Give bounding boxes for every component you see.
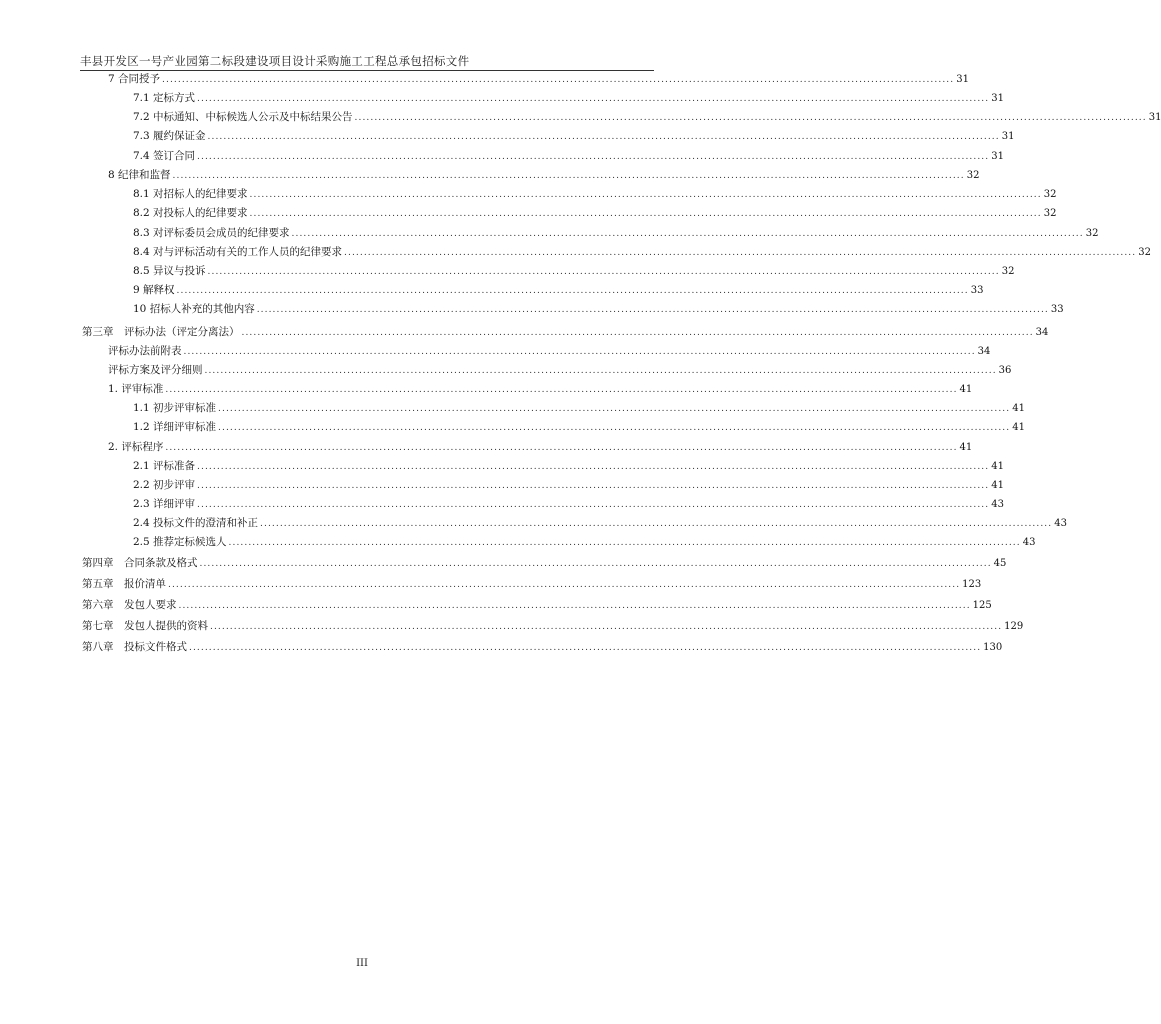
toc-entry-label: 8.3 对评标委员会成员的纪律要求: [133, 227, 290, 239]
toc-entry-label: 2.4 投标文件的澄清和补正: [133, 517, 259, 529]
page-number: III: [356, 958, 368, 969]
toc-entry-page: 32: [1043, 189, 1057, 200]
toc-entry-label: 8.5 异议与投诉: [133, 265, 206, 277]
toc-entry-label: 7.1 定标方式: [133, 92, 196, 104]
toc-leader-dots: ........................................................................................................................................................................................................: [204, 366, 997, 376]
toc-entry[interactable]: [133, 514, 1067, 533]
toc-entry-label: 2.1 评标准备: [133, 460, 196, 472]
toc-entry-page: 32: [1001, 266, 1015, 277]
toc-entry-page: 33: [1050, 304, 1064, 315]
toc-entry-label: 评标办法前附表: [108, 345, 182, 357]
toc-entry-page: 41: [959, 442, 973, 453]
header-title: 丰县开发区一号产业园第二标段建设项目设计采购施工工程总承包招标文件: [80, 54, 470, 68]
toc-entry[interactable]: [133, 89, 1004, 108]
toc-entry-page: 41: [991, 480, 1004, 491]
toc-leader-dots: ........................................................................................................................................................................................................: [207, 267, 1000, 277]
toc-entry[interactable]: [82, 323, 1049, 342]
toc-leader-dots: ........................................................................................................................................................................................................: [249, 190, 1042, 200]
document-header: [80, 52, 654, 71]
toc-entry-label: 评标方案及评分细则: [108, 364, 203, 376]
toc-entry-page: 43: [991, 499, 1004, 510]
toc-leader-dots: ........................................................................................................................................................................................................: [176, 286, 969, 296]
toc-entry-label: 8 纪律和监督: [108, 169, 171, 181]
toc-entry[interactable]: [133, 300, 1064, 319]
toc-entry-page: 36: [998, 365, 1012, 376]
toc-entry-label: 第八章 投标文件格式: [82, 641, 187, 653]
toc-entry-page: 41: [959, 384, 973, 395]
toc-entry-page: 32: [966, 170, 980, 181]
toc-leader-dots: ........................................................................................................................................................................................................: [218, 404, 1011, 414]
toc-entry-label: 2.2 初步评审: [133, 479, 196, 491]
toc-leader-dots: ........................................................................................................................................................................................................: [260, 519, 1053, 529]
toc-entry-label: 2.3 详细评审: [133, 498, 196, 510]
toc-entry[interactable]: [82, 638, 1003, 657]
toc-entry[interactable]: [133, 185, 1057, 204]
toc-leader-dots: ........................................................................................................................................................................................................: [207, 132, 1000, 142]
toc-entry[interactable]: [82, 617, 1024, 636]
toc-entry[interactable]: [133, 533, 1036, 552]
toc-entry[interactable]: [108, 380, 973, 399]
toc-entry[interactable]: [133, 243, 1151, 262]
toc-entry[interactable]: [133, 418, 1025, 437]
toc-leader-dots: ........................................................................................................................................................................................................: [197, 462, 990, 472]
toc-entry[interactable]: [108, 342, 991, 361]
toc-leader-dots: ........................................................................................................................................................................................................: [344, 248, 1137, 258]
toc-entry[interactable]: [133, 495, 1004, 514]
page-footer: [0, 958, 724, 969]
toc-entry[interactable]: [133, 476, 1004, 495]
toc-entry[interactable]: [82, 596, 992, 615]
toc-entry-label: 7.4 签订合同: [133, 150, 196, 162]
toc-entry[interactable]: [133, 224, 1099, 243]
toc-entry-label: 7 合同授予: [108, 73, 161, 85]
toc-entry-page: 130: [983, 642, 1003, 653]
toc-entry-label: 第六章 发包人要求: [82, 599, 177, 611]
toc-leader-dots: ........................................................................................................................................................................................................: [241, 328, 1034, 338]
toc-entry-page: 43: [1054, 518, 1067, 529]
toc-entry-page: 31: [1148, 112, 1161, 123]
toc-entry-label: 2. 评标程序: [108, 441, 164, 453]
toc-leader-dots: ........................................................................................................................................................................................................: [249, 209, 1042, 219]
toc-leader-dots: ........................................................................................................................................................................................................: [228, 538, 1021, 548]
toc-entry-page: 32: [1138, 247, 1151, 258]
toc-leader-dots: ........................................................................................................................................................................................................: [172, 171, 965, 181]
toc-entry-page: 31: [991, 151, 1004, 162]
toc-entry[interactable]: [108, 361, 1012, 380]
toc-leader-dots: ........................................................................................................................................................................................................: [189, 643, 982, 653]
toc-leader-dots: ........................................................................................................................................................................................................: [210, 622, 1003, 632]
toc-entry-label: 7.3 履约保证金: [133, 130, 206, 142]
toc-entry[interactable]: [133, 204, 1057, 223]
toc-entry-page: 41: [1012, 422, 1025, 433]
toc-entry-page: 34: [977, 346, 991, 357]
toc-entry-page: 31: [991, 93, 1004, 104]
toc-leader-dots: ........................................................................................................................................................................................................: [183, 347, 976, 357]
toc-entry-page: 32: [1043, 208, 1057, 219]
toc-entry-label: 第五章 报价清单: [82, 578, 166, 590]
toc-entry-label: 8.2 对投标人的纪律要求: [133, 207, 248, 219]
toc-entry-page: 45: [993, 558, 1007, 569]
toc-entry-page: 31: [956, 74, 969, 85]
toc-entry-page: 125: [972, 600, 992, 611]
toc-entry-page: 129: [1004, 621, 1024, 632]
toc-entry-label: 2.5 推荐定标候选人: [133, 536, 227, 548]
toc-entry-label: 9 解释权: [133, 284, 175, 296]
toc-entry-page: 33: [970, 285, 984, 296]
toc-leader-dots: ........................................................................................................................................................................................................: [178, 601, 971, 611]
toc-leader-dots: ........................................................................................................................................................................................................: [197, 152, 990, 162]
toc-entry[interactable]: [108, 166, 980, 185]
toc-entry-page: 43: [1022, 537, 1036, 548]
toc-leader-dots: ........................................................................................................................................................................................................: [197, 94, 990, 104]
toc-leader-dots: ........................................................................................................................................................................................................: [197, 500, 990, 510]
toc-entry-page: 123: [962, 579, 982, 590]
toc-leader-dots: ........................................................................................................................................................................................................: [165, 443, 958, 453]
toc-entry[interactable]: [133, 457, 1004, 476]
toc-leader-dots: ........................................................................................................................................................................................................: [168, 580, 961, 590]
toc-leader-dots: ........................................................................................................................................................................................................: [291, 229, 1084, 239]
toc-entry-label: 8.1 对招标人的纪律要求: [133, 188, 248, 200]
toc-entry[interactable]: [133, 281, 984, 300]
toc-entry-label: 第七章 发包人提供的资料: [82, 620, 208, 632]
toc-entry-page: 34: [1035, 327, 1049, 338]
toc-entry-page: 32: [1085, 228, 1099, 239]
toc-entry[interactable]: [133, 127, 1015, 146]
toc-entry-page: 41: [991, 461, 1004, 472]
toc-entry[interactable]: [133, 399, 1025, 418]
toc-entry-label: 7.2 中标通知、中标候选人公示及中标结果公告: [133, 111, 353, 123]
toc-entry[interactable]: [82, 554, 1007, 573]
toc-entry-label: 第三章 评标办法（评定分离法）: [82, 326, 240, 338]
toc-entry-label: 8.4 对与评标活动有关的工作人员的纪律要求: [133, 246, 343, 258]
toc-leader-dots: ........................................................................................................................................................................................................: [218, 423, 1011, 433]
toc-entry[interactable]: [108, 438, 973, 457]
toc-entry[interactable]: [133, 262, 1015, 281]
toc-leader-dots: ........................................................................................................................................................................................................: [165, 385, 958, 395]
toc-entry[interactable]: [108, 70, 969, 89]
toc-entry-label: 第四章 合同条款及格式: [82, 557, 198, 569]
toc-entry-page: 41: [1012, 403, 1025, 414]
toc-entry-label: 1. 评审标准: [108, 383, 164, 395]
toc-entry-label: 10 招标人补充的其他内容: [133, 303, 255, 315]
toc-entry-label: 1.1 初步评审标准: [133, 402, 217, 414]
toc-entry[interactable]: [133, 147, 1004, 166]
toc-leader-dots: ........................................................................................................................................................................................................: [256, 305, 1049, 315]
toc-leader-dots: ........................................................................................................................................................................................................: [354, 113, 1147, 123]
toc-leader-dots: ........................................................................................................................................................................................................: [199, 559, 992, 569]
toc-entry[interactable]: [133, 108, 1161, 127]
toc-leader-dots: ........................................................................................................................................................................................................: [162, 75, 955, 85]
toc-entry[interactable]: [82, 575, 982, 594]
toc-leader-dots: ........................................................................................................................................................................................................: [197, 481, 990, 491]
toc-entry-page: 31: [1001, 131, 1015, 142]
toc-entry-label: 1.2 详细评审标准: [133, 421, 217, 433]
